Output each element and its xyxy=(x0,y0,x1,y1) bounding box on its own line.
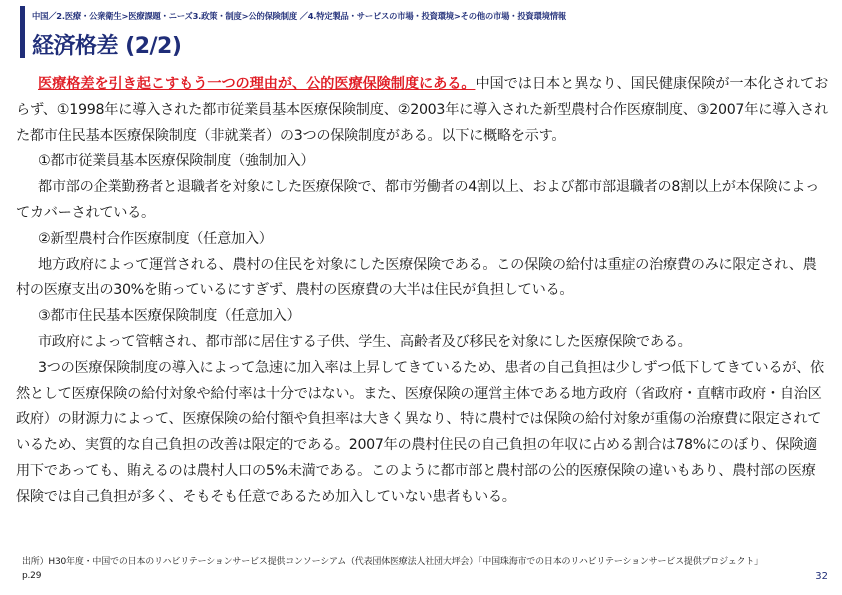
section3-heading: ③都市住民基本医療保険制度（任意加入） xyxy=(38,308,301,325)
intro-paragraph xyxy=(16,72,828,149)
source-citation: 出所）H30年度・中国での日本のリハビリテーションサービス提供コンソーシアム（代表団体医療法人社団大坪会）「中国珠海市での日本のリハビリテーションサービス提供プロジェクト」p.29 xyxy=(22,557,759,581)
body-text xyxy=(16,72,828,511)
intro-lead: 医療格差を引き起こすもう一つの理由が、公的医療保険制度にある。 xyxy=(38,76,476,92)
section2-text: 地方政府によって運営される、農村の住民を対象にした医療保険である。この保険の給付は重症の治療費のみに限定され、農村の医療支出の30%を賄っているにすぎず、農村の医療費の大半は住民が負担している。 xyxy=(16,256,817,299)
section3-text: 市政府によって管轄され、都市部に居住する子供、学生、高齢者及び移民を対象にした医療保険である。 xyxy=(38,333,692,350)
section2-heading: ②新型農村合作医療制度（任意加入） xyxy=(38,230,273,247)
section1-text: 都市部の企業勤務者と退職者を対象にした医療保険で、都市労働者の4割以上、および都市部退職者の8割以上が本保険によってカバーされている。 xyxy=(16,179,819,221)
page-number: 32 xyxy=(815,571,828,582)
breadcrumb: 中国／2.医療・公衆衛生>医療課題・ニーズ3.政策・制度>公的保険制度 ／4.特定製品・サービスの市場・投資環境>その他の市場・投資環境情報 xyxy=(32,11,566,21)
title-accent-bar xyxy=(20,6,25,58)
section1-heading: ①都市従業員基本医療保険制度（強制加入） xyxy=(38,153,315,170)
conclusion-paragraph: 3つの医療保険制度の導入によって急速に加入率は上昇してきているため、患者の自己負担は少しずつ低下してきているが、依然として医療保険の給付対象や給付率は十分ではない。また、医療保険の運営主体である地方政府（省政府・直轄市政府・自治区政府）の財源力によって、医療保険の給付額や負担率は大きく異なり、特に農村では保険の給付対象が重傷の治療費に限定されているため、実質的な自己負担の改善は限定的である。2007年の農村住民の自己負担の年収に占める割合は78%にのぼり、保険適用下であっても、賄えるのは農村人口の5%未満である。このように都市部と農村部の公的医療保険の違いもあり、農村部の医療保険では自己負担が多く、そもそも任意であるため加入していない患者もいる。 xyxy=(16,359,824,505)
page-title: 経済格差 (2/2) xyxy=(32,34,182,59)
intro-rest: 中国では日本と異なり、国民健康保険が一本化されておらず、①1998年に導入された都市従業員基本医療保険制度、②2003年に導入された新型農村合作医療制度、③2007年に導入された都市住民基本医療保険制度（非就業者）の3つの保険制度がある。以下に概略を示す。 xyxy=(16,76,828,144)
